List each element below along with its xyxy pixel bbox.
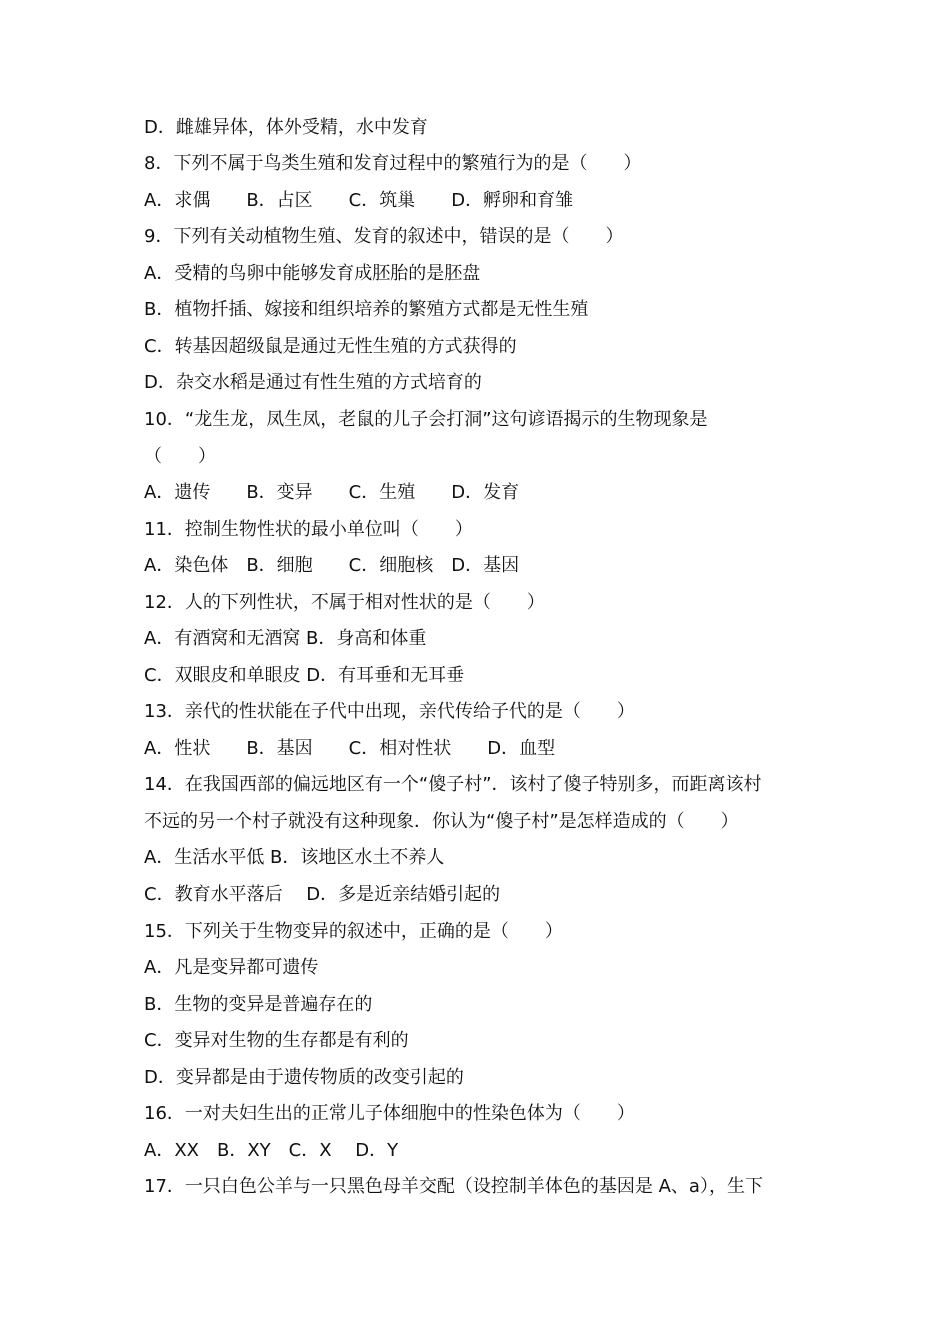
options-12-cd: C．双眼皮和单眼皮 D．有耳垂和无耳垂 bbox=[144, 665, 465, 686]
options-10: A．遗传 B．变异 C．生殖 D．发育 bbox=[144, 482, 520, 503]
question-9: 9．下列有关动植物生殖、发育的叙述中，错误的是（ ） bbox=[144, 226, 624, 247]
option-15c: C．变异对生物的生存都是有利的 bbox=[144, 1030, 409, 1051]
option-9c: C．转基因超级鼠是通过无性生殖的方式获得的 bbox=[144, 336, 517, 357]
options-16: A．XX B．XY C．X D．Y bbox=[144, 1140, 399, 1161]
option-9a: A．受精的鸟卵中能够发育成胚胎的是胚盘 bbox=[144, 263, 481, 284]
option-15b: B．生物的变异是普遍存在的 bbox=[144, 994, 373, 1015]
options-14-ab: A．生活水平低 B．该地区水土不养人 bbox=[144, 847, 445, 868]
question-15: 15．下列关于生物变异的叙述中，正确的是（ ） bbox=[144, 921, 563, 942]
question-12: 12．人的下列性状，不属于相对性状的是（ ） bbox=[144, 592, 545, 613]
option-15a: A．凡是变异都可遗传 bbox=[144, 957, 319, 978]
question-10-continued: （ ） bbox=[144, 446, 216, 467]
question-17: 17．一只白色公羊与一只黑色母羊交配（设控制羊体色的基因是 A、a），生下 bbox=[144, 1176, 763, 1197]
question-10: 10．“龙生龙，凤生凤，老鼠的儿子会打洞”这句谚语揭示的生物现象是 bbox=[144, 409, 708, 430]
option-9b: B．植物扦插、嫁接和组织培养的繁殖方式都是无性生殖 bbox=[144, 299, 589, 320]
options-8: A．求偶 B．占区 C．筑巢 D．孵卵和育雏 bbox=[144, 190, 574, 211]
question-14: 14．在我国西部的偏远地区有一个“傻子村”．该村了傻子特别多，而距离该村 bbox=[144, 774, 762, 795]
options-12-ab: A．有酒窝和无酒窝 B．身高和体重 bbox=[144, 628, 427, 649]
text-line: D．雌雄异体，体外受精，水中发育 bbox=[144, 117, 428, 138]
options-11: A．染色体 B．细胞 C．细胞核 D．基因 bbox=[144, 555, 520, 576]
question-16: 16．一对夫妇生出的正常儿子体细胞中的性染色体为（ ） bbox=[144, 1103, 635, 1124]
option-9d: D．杂交水稻是通过有性生殖的方式培育的 bbox=[144, 372, 482, 393]
question-8: 8．下列不属于鸟类生殖和发育过程中的繁殖行为的是（ ） bbox=[144, 153, 642, 174]
question-13: 13．亲代的性状能在子代中出现，亲代传给子代的是（ ） bbox=[144, 701, 635, 722]
options-14-cd: C．教育水平落后 D．多是近亲结婚引起的 bbox=[144, 884, 501, 905]
options-13: A．性状 B．基因 C．相对性状 D．血型 bbox=[144, 738, 556, 759]
option-15d: D．变异都是由于遗传物质的改变引起的 bbox=[144, 1067, 464, 1088]
question-14-continued: 不远的另一个村子就没有这种现象．你认为“傻子村”是怎样造成的（ ） bbox=[144, 811, 739, 832]
question-11: 11．控制生物性状的最小单位叫（ ） bbox=[144, 519, 473, 540]
